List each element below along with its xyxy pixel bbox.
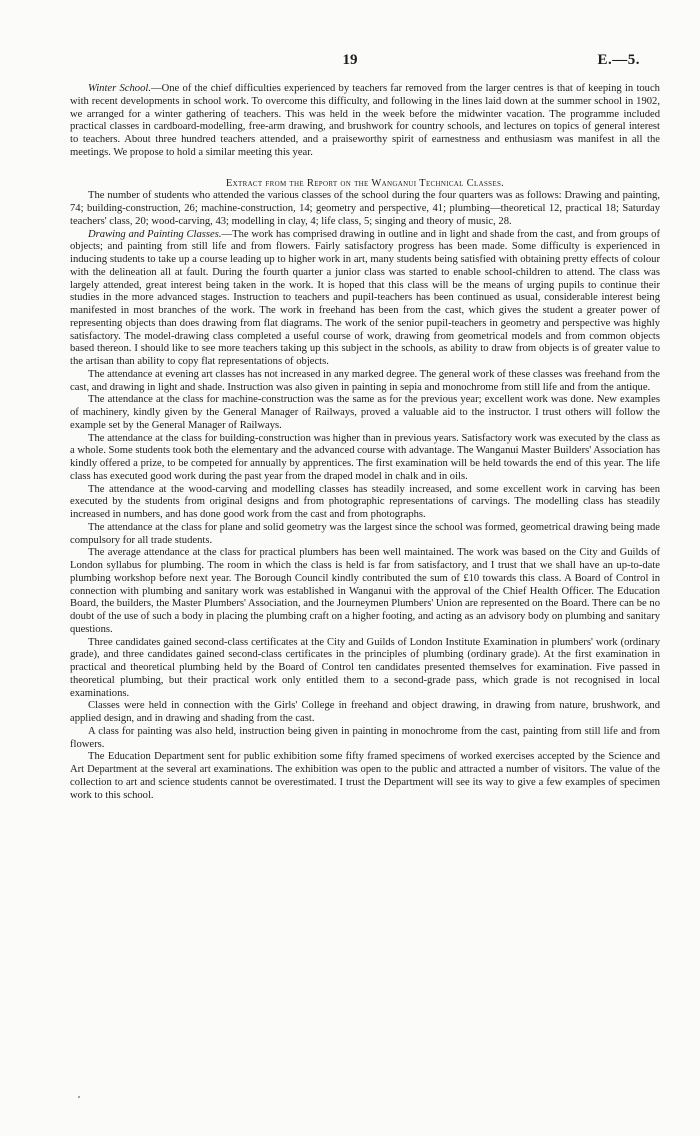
drawing-painting-text: —The work has comprised drawing in outline and in light and shade from the cast, and from groups of objects; and painting from still life and from flowers. Fairly satisfactory progress has been made. Some difficulty is experienced in inducing students to take up a course leading up to higher work in art, many students being satisfied with obtaining pretty effects of colour with the delineation all at fault. During the fourth quarter a junior class was started to enable school-children to attend. The class was largely attended, great interest being taken in the work. It is hoped that this class will be the means of urging pupils to continue their studies in the more advanced stages. Instruction to teachers and pupil-teachers has been continued as usual, considerable interest being manifested in most branches of the work. The work in freehand has been from the cast, which gives the student a greater power of representing objects than does drawing from flat diagrams. The work of the senior pupil-teachers in geometry and perspective was highly satisfactory. The model-drawing class completed a useful course of work, drawing from geometrical models and from common objects based thereon. I should like to see more teachers taking up this subject in the schools, as ability to draw from objects is of greater value to the artisan than ability to copy flat representations of objects. xyxy=(70,228,661,367)
drawing-painting-paragraph xyxy=(70,229,660,369)
section-heading: Extract from the Report on the Wanganui Technical Classes. xyxy=(225,177,505,189)
page-number: 19 xyxy=(342,52,358,68)
paragraph: A class for painting was also held, instruction being given in painting in monochrome from the cast, painting from still life and from flowers. xyxy=(70,725,660,750)
paragraph: The attendance at the class for machine-construction was the same as for the previous year; excellent work was done. New examples of machinery, kindly given by the General Manager of Railways, proved a valuable aid to the instructor. I trust others will follow the example set by the General Manager of Railways. xyxy=(70,394,660,431)
paragraph: The attendance at evening art classes has not increased in any marked degree. The general work of these classes was freehand from the cast, and drawing in light and shade. Instruction was also given in painting in sepia and monochrome from still life and from the antique. xyxy=(70,368,660,393)
paragraph: The attendance at the class for plane and solid geometry was the largest since the school was formed, geometrical drawing being made compulsory for all trade students. xyxy=(70,521,660,546)
winter-school-paragraph xyxy=(70,83,660,160)
paragraph: The average attendance at the class for practical plumbers has been well maintained. The work was based on the City and Guilds of London syllabus for plumbing. The room in which the class is held is far from satisfactory, and I trust that we shall have an up-to-date plumbing workshop before next year. The Borough Council kindly contributed the sum of £10 towards this class. A Board of Control in connection with plumbing and sanitary work was established in Wanganui with the approval of the Chief Health Officer. The Education Board, the builders, the Master Plumbers' Association, and the Journeymen Plumbers' Union are represented on the Board. There can be no doubt of the use of such a body in placing the plumbing craft on a higher footing, and acting as an advisory body on plumbing and sanitary questions. xyxy=(70,547,660,635)
paragraph: The Education Department sent for public exhibition some fifty framed specimens of worked exercises accepted by the Science and Art Department at the several art examinations. The exhibition was open to the public and attracted a number of visitors. The value of the collection to art and science students cannot be overestimated. I trust the Department will see its way to give a few examples of specimen work to this school. xyxy=(70,751,660,801)
paragraph: Classes were held in connection with the Girls' College in freehand and object drawing, in drawing from nature, brushwork, and applied design, and in drawing and shading from the cast. xyxy=(70,700,660,724)
paper-speck xyxy=(78,1096,80,1098)
document-reference: E.—5. xyxy=(597,52,640,68)
drawing-painting-title: Drawing and Painting Classes. xyxy=(88,228,222,240)
paragraph: The attendance at the class for building-construction was higher than in previous years. Satisfactory work was executed by the class as a whole. Some students took both the elementary and the advanced course with advantage. The Wanganui Master Builders' Association has kindly offered a prize, to be competed for annually by apprentices. The first examination will be held towards the end of this year. The life class has executed good work during the past year from the draped model in chalk and in oils. xyxy=(70,432,660,482)
paragraph: Three candidates gained second-class certificates at the City and Guilds of London Institute Examination in plumbers' work (ordinary grade), and three candidates gained second-class certificates in the principles of plumbing (ordinary grade). At the first examination in practical and theoretical plumbing held by the Board of Control ten candidates presented themselves for examination. Five passed in theoretical plumbing, but their practical work only entitled them to a second-grade pass, which grade is not recognised in local examinations. xyxy=(70,636,660,699)
body-text xyxy=(70,83,660,802)
winter-school-text: —One of the chief difficulties experienced by teachers far removed from the larger centres is that of keeping in touch with recent developments in school work. To overcome this difficulty, and following in the lines laid down at the summer school in 1902, we arranged for a winter gathering of teachers. This was held in the week before the midwinter vacation. The programme included practical classes in cardboard-modelling, free-arm drawing, and brushwork for country schools, and lectures on topics of general interest to teachers. About three hundred teachers attended, and a praiseworthy spirit of earnestness and enthusiasm was manifest in all the meetings. We propose to hold a similar meeting this year. xyxy=(70,83,660,158)
paragraph: The number of students who attended the various classes of the school during the four quarters was as follows: Drawing and painting, 74; building-construction, 26; machine-construction, 14; geometry and perspective, 41; plumbing—theoretical 12, practical 18; Saturday teachers' class, 20; wood-carving, 43; modelling in clay, 4; life class, 5; singing and theory of music, 28. xyxy=(70,190,660,227)
winter-school-title: Winter School. xyxy=(88,83,151,94)
paragraph: The attendance at the wood-carving and modelling classes has steadily increased, and some excellent work in carving has been executed by the students from original designs and from photographic representations of carvings. The modelling class has steadily increased in numbers, and has done good work from the cast and from photographs. xyxy=(70,483,660,520)
